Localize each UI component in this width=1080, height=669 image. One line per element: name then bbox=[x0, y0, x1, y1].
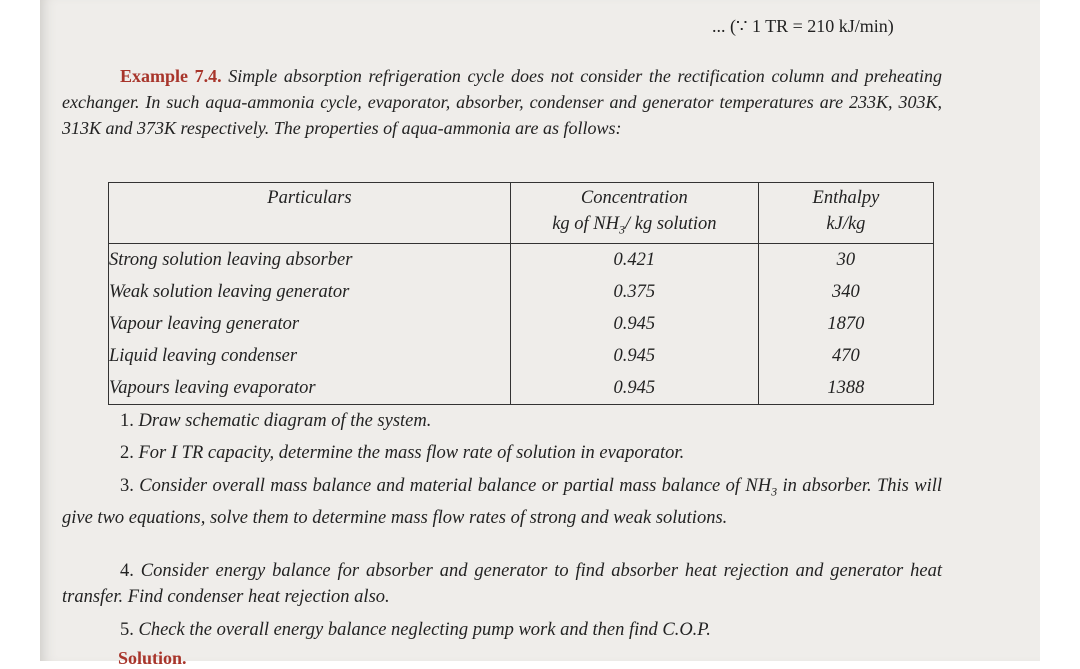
step-5-text: Check the overall energy balance neglecting pump work and then find C.O.P. bbox=[138, 620, 711, 640]
step-3-sub: 3 bbox=[771, 484, 778, 499]
header-concentration bbox=[510, 183, 758, 244]
header-enthalpy-line1: Enthalpy bbox=[812, 188, 880, 208]
table-row bbox=[109, 243, 934, 276]
header-enthalpy-line2: kJ/kg bbox=[826, 214, 866, 234]
header-particulars: Particulars bbox=[109, 183, 511, 244]
step-3-text-pre: Consider overall mass balance and material balance or partial mass balance of NH bbox=[139, 476, 772, 496]
cell-concentration: 0.945 bbox=[510, 340, 758, 372]
table-row bbox=[109, 308, 934, 340]
header-concentration-line2-post: / kg solution bbox=[625, 214, 717, 234]
table-row bbox=[109, 372, 934, 405]
cell-concentration: 0.375 bbox=[510, 276, 758, 308]
tr-conversion-note: ... (∵ 1 TR = 210 kJ/min) bbox=[712, 16, 894, 36]
cell-enthalpy: 1870 bbox=[758, 308, 933, 340]
solution-label-cutoff: Solution. bbox=[118, 648, 187, 668]
cell-enthalpy: 340 bbox=[758, 276, 933, 308]
table-header-row bbox=[109, 183, 934, 244]
example-text-line1: Simple absorption refrigeration cycle does not consider the rectification bbox=[228, 66, 765, 86]
step-3-number: 3. bbox=[120, 476, 134, 496]
cell-particular: Vapours leaving evaporator bbox=[109, 372, 511, 405]
example-text-rest: column and preheating exchanger. In such aqua-ammonia cycle, evaporator, absorber, condenser and generator temperatures are 233K, 303K, 313K and 373K respectively. The properties of aqua-ammonia are as follows: bbox=[62, 66, 942, 138]
header-concentration-line2-pre: kg of NH bbox=[552, 214, 620, 234]
step-3-text-post: in absorber. This will give two equations, solve them to determine mass flow rates of strong and weak solutions. bbox=[62, 476, 943, 528]
table-row bbox=[109, 276, 934, 308]
cell-concentration: 0.945 bbox=[510, 308, 758, 340]
step-4 bbox=[62, 558, 942, 610]
cell-particular: Strong solution leaving absorber bbox=[109, 243, 511, 276]
step-2-number: 2. bbox=[120, 443, 134, 463]
step-2-text: For I TR capacity, determine the mass flow rate of solution in evaporator. bbox=[138, 443, 685, 463]
step-2 bbox=[62, 440, 942, 466]
header-concentration-line1: Concentration bbox=[580, 188, 688, 208]
step-3 bbox=[62, 473, 942, 531]
cell-particular: Vapour leaving generator bbox=[109, 308, 511, 340]
cell-particular: Weak solution leaving generator bbox=[109, 276, 511, 308]
step-5 bbox=[62, 617, 942, 643]
header-concentration-sub: 3 bbox=[619, 222, 626, 237]
step-1-text: Draw schematic diagram of the system. bbox=[138, 411, 432, 431]
cell-particular: Liquid leaving condenser bbox=[109, 340, 511, 372]
cell-enthalpy: 470 bbox=[758, 340, 933, 372]
cell-enthalpy: 30 bbox=[758, 243, 933, 276]
step-1-number: 1. bbox=[120, 411, 134, 431]
step-4-number: 4. bbox=[120, 561, 134, 581]
table-row bbox=[109, 340, 934, 372]
cell-concentration: 0.421 bbox=[510, 243, 758, 276]
cell-enthalpy: 1388 bbox=[758, 372, 933, 405]
example-statement bbox=[62, 63, 942, 141]
properties-table bbox=[108, 182, 934, 405]
step-5-number: 5. bbox=[120, 620, 134, 640]
cell-concentration: 0.945 bbox=[510, 372, 758, 405]
example-label: Example 7.4. bbox=[120, 66, 222, 86]
header-enthalpy bbox=[758, 183, 933, 244]
step-4-text: Consider energy balance for absorber and generator to find absorber heat rejection and generator heat transfer. Find condenser heat rejection also. bbox=[62, 561, 942, 607]
step-1 bbox=[62, 408, 942, 434]
